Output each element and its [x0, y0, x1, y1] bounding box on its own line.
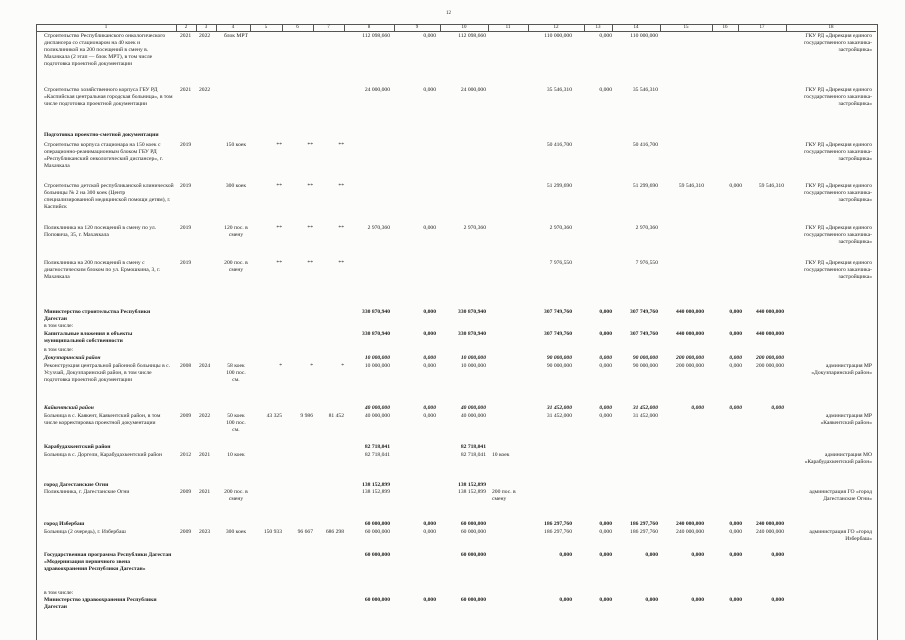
cell-c14: 2 970,360 — [635, 225, 658, 231]
cell-c9: 0,000 — [423, 413, 436, 419]
cell-c12: 307 749,760 — [544, 309, 572, 315]
cell-c8: 138 152,899 — [362, 489, 390, 495]
cell-c13: 0,000 — [599, 413, 612, 419]
cell-c2: 2019 — [180, 260, 192, 266]
cell-c2: 2008 — [180, 363, 192, 369]
row-name: Больница в с. Каякент, Каякентский район, в том числе корректировка проектной документации — [44, 413, 161, 426]
cell-c13: 0,000 — [599, 597, 612, 603]
cell-c6: ** — [307, 183, 313, 189]
column-number: 3 — [204, 25, 208, 30]
cell-c10: 40 000,000 — [460, 413, 486, 419]
cell-c14: 35 546,310 — [632, 87, 658, 93]
cell-c5: 150 933 — [263, 529, 282, 535]
column-separator — [528, 24, 529, 32]
column-number: 2 — [184, 25, 188, 30]
cell-c8: 60 000,000 — [364, 552, 390, 558]
cell-c4: 300 коек — [225, 529, 247, 535]
cell-c3: 2023 — [199, 529, 211, 535]
cell-c16: 0,000 — [729, 309, 742, 315]
cell-c13: 0,000 — [599, 309, 612, 315]
cell-c13: 0,000 — [599, 529, 612, 535]
row-name: в том числе: — [44, 590, 74, 596]
row-name: Больница (2 очередь), г. Избербаш — [44, 529, 126, 535]
cell-c12: 0,000 — [559, 597, 572, 603]
column-number: 17 — [759, 25, 765, 30]
row-name: Поликлиника на 200 посещений в смену с диагностическим блоком по ул. Ермошкина, 3, г. Махачкала — [44, 260, 161, 280]
cell-c17: 0,000 — [771, 552, 784, 558]
cell-c18: администрация МО «Карабудахкентский район» — [804, 452, 872, 465]
cell-c2: 2009 — [180, 413, 192, 419]
cell-c7: ** — [338, 183, 344, 189]
column-separator — [250, 24, 251, 32]
column-separator — [488, 24, 489, 32]
cell-c17: 0,000 — [771, 405, 784, 411]
cell-c8: 60 000,000 — [364, 529, 390, 535]
row-name: Подготовка проектно-сметной документации — [44, 132, 159, 138]
cell-c10: 330 870,940 — [458, 309, 486, 315]
cell-c15: 440 000,000 — [676, 331, 704, 337]
cell-c14: 307 749,760 — [630, 309, 658, 315]
cell-c2: 2021 — [180, 33, 192, 39]
cell-c5: * — [279, 363, 282, 369]
cell-c2: 2009 — [180, 489, 192, 495]
cell-c18: ГКУ РД «Дирекция единого государственного заказчика-застройщика» — [804, 225, 872, 245]
cell-c6: * — [310, 363, 313, 369]
cell-c15: 0,000 — [691, 597, 704, 603]
cell-c8: 10 000,000 — [364, 355, 390, 361]
cell-c13: 0,000 — [599, 87, 612, 93]
cell-c12: 90 000,000 — [546, 363, 572, 369]
cell-c14: 307 749,760 — [630, 331, 658, 337]
cell-c13: 0,000 — [599, 331, 612, 337]
cell-c18: ГКУ РД «Дирекция единого государственного заказчика-застройщика» — [804, 183, 872, 203]
cell-c10: 330 870,940 — [458, 331, 486, 337]
cell-c16: 0,000 — [729, 597, 742, 603]
header-divider — [36, 31, 876, 32]
cell-c9: 0,000 — [423, 363, 436, 369]
cell-c5: ** — [276, 142, 282, 148]
cell-c6: ** — [307, 260, 313, 266]
cell-c8: 82 718,041 — [364, 444, 390, 450]
cell-c11: 200 пос. в смену — [492, 489, 516, 502]
cell-c14: 186 297,760 — [630, 529, 658, 535]
column-separator — [440, 24, 441, 32]
cell-c9: 0,000 — [423, 597, 436, 603]
cell-c13: 0,000 — [599, 363, 612, 369]
cell-c3: 2021 — [199, 452, 211, 458]
cell-c13: 0,000 — [599, 552, 612, 558]
cell-c8: 2 970,360 — [367, 225, 390, 231]
cell-c9: 0,000 — [423, 355, 436, 361]
column-separator — [738, 24, 739, 32]
cell-c15: 200 000,000 — [676, 363, 704, 369]
cell-c13: 0,000 — [599, 33, 612, 39]
cell-c12: 110 000,000 — [544, 33, 572, 39]
row-name: Кайкентский район — [44, 405, 94, 411]
cell-c16: 0,000 — [729, 405, 742, 411]
cell-c12: 307 749,760 — [544, 331, 572, 337]
cell-c18: администрация ГО «город Дагестанские Огни» — [809, 489, 872, 502]
column-separator — [786, 24, 787, 32]
cell-c17: 200 000,000 — [756, 355, 784, 361]
cell-c12: 50 416,700 — [546, 142, 572, 148]
page-number: 12 — [446, 11, 451, 16]
cell-c18: администрация ГО «город Избербаш» — [809, 529, 872, 542]
cell-c9: 0,000 — [423, 405, 436, 411]
column-separator — [282, 24, 283, 32]
cell-c16: 0,000 — [729, 529, 742, 535]
column-number: 7 — [327, 25, 330, 30]
row-name: Строительство детской республиканской клинической больницы № 2 на 300 коек (Центр специализированной медицинской помощи детям), г. Каспийск — [44, 183, 174, 210]
cell-c2: 2019 — [180, 183, 192, 189]
cell-c15: 59 546,310 — [678, 183, 704, 189]
cell-c3: 2022 — [199, 87, 211, 93]
cell-c15: 0,000 — [691, 405, 704, 411]
cell-c5: ** — [276, 183, 282, 189]
column-number: 16 — [722, 25, 728, 30]
row-name: Строительство Республиканского онкологического диспансера со стационаром на 40 коек и поликлиникой на 200 посещений в смену в. Махачкала (2 этап — блок МРТ), в том числе подготовка проектной документации — [44, 33, 166, 67]
cell-c8: 10 000,000 — [364, 363, 390, 369]
column-separator — [660, 24, 661, 32]
row-name: город Избербаш — [44, 521, 85, 527]
cell-c13: 0,000 — [599, 521, 612, 527]
column-number: 14 — [633, 25, 639, 30]
cell-c15: 0,000 — [691, 552, 704, 558]
cell-c2: 2009 — [180, 529, 192, 535]
cell-c2: 2012 — [180, 452, 192, 458]
column-separator — [584, 24, 585, 32]
cell-c12: 2 970,360 — [549, 225, 572, 231]
cell-c13: 0,000 — [599, 355, 612, 361]
cell-c15: 440 000,000 — [676, 309, 704, 315]
column-number: 15 — [683, 25, 689, 30]
row-name: город Дагестанские Огни — [44, 482, 109, 488]
cell-c6: ** — [307, 225, 313, 231]
cell-c5: ** — [276, 260, 282, 266]
cell-c17: 59 546,310 — [758, 183, 784, 189]
cell-c12: 51 299,690 — [546, 183, 572, 189]
cell-c2: 2019 — [180, 142, 192, 148]
cell-c9: 0,000 — [423, 309, 436, 315]
row-name: Карабудахкентский район — [44, 444, 111, 450]
cell-c5: ** — [276, 225, 282, 231]
cell-c18: ГКУ РД «Дирекция единого государственного заказчика-застройщика» — [804, 142, 872, 162]
cell-c17: 200 000,000 — [756, 363, 784, 369]
cell-c18: администрация МР «Каякентский район» — [820, 413, 872, 426]
cell-c4: 300 коек — [225, 183, 247, 189]
cell-c7: ** — [338, 260, 344, 266]
cell-c9: 0,000 — [423, 33, 436, 39]
cell-c14: 7 976,550 — [635, 260, 658, 266]
cell-c8: 40 000,000 — [364, 413, 390, 419]
cell-c7: ** — [338, 225, 344, 231]
cell-c14: 186 297,760 — [630, 521, 658, 527]
cell-c14: 50 416,700 — [632, 142, 658, 148]
row-name: Строительство хозяйственного корпуса ГБУ РД «Каспийская центральная городская больница», в том числе подготовка проектной документации — [44, 87, 173, 107]
column-number: 4 — [231, 25, 235, 30]
cell-c2: 2019 — [180, 225, 192, 231]
column-number: 5 — [264, 25, 268, 30]
cell-c4: 120 пос. в смену — [224, 225, 248, 238]
cell-c12: 0,000 — [559, 552, 572, 558]
cell-c8: 330 870,940 — [362, 331, 390, 337]
column-separator — [612, 24, 613, 32]
column-number: 8 — [367, 25, 371, 30]
cell-c3: 2021 — [199, 489, 211, 495]
column-number: 1 — [104, 25, 108, 30]
cell-c7: ** — [338, 142, 344, 148]
cell-c16: 0,000 — [729, 552, 742, 558]
cell-c5: 43 325 — [266, 413, 282, 419]
cell-c17: 440 000,000 — [756, 331, 784, 337]
cell-c10: 60 000,000 — [460, 597, 486, 603]
row-name: Министерство здравоохранения Республики Дагестан — [44, 597, 157, 610]
cell-c7: * — [341, 363, 344, 369]
column-number: 10 — [461, 25, 467, 30]
cell-c10: 2 970,360 — [463, 225, 486, 231]
cell-c8: 112 098,660 — [362, 33, 390, 39]
cell-c10: 112 098,660 — [458, 33, 486, 39]
cell-c14: 110 000,000 — [630, 33, 658, 39]
column-number: 13 — [595, 25, 601, 30]
cell-c3: 2022 — [199, 33, 211, 39]
cell-c16: 0,000 — [729, 521, 742, 527]
row-name: Поликлиника, г. Дагестанские Огни — [44, 489, 130, 495]
row-name: Министерство строительства Республики Дагестан — [44, 309, 151, 322]
cell-c7: 81 452 — [328, 413, 344, 419]
cell-c18: ГКУ РД «Дирекция единого государственного заказчика-застройщика» — [804, 33, 872, 53]
column-separator — [712, 24, 713, 32]
cell-c4: 200 пос. в смену — [224, 489, 248, 502]
cell-c8: 82 718,041 — [364, 452, 390, 458]
cell-c4: 10 коек — [227, 452, 245, 458]
cell-c12: 7 976,550 — [549, 260, 572, 266]
cell-c15: 240 000,000 — [676, 521, 704, 527]
cell-c8: 60 000,000 — [364, 521, 390, 527]
cell-c9: 0,000 — [423, 225, 436, 231]
cell-c2: 2021 — [180, 87, 192, 93]
row-name: Реконструкция центральной районной больницы в с. Усухчай, Докузпаринский район, в том числе подготовка проектной документации — [44, 363, 170, 383]
cell-c12: 186 297,760 — [544, 521, 572, 527]
cell-c10: 82 718,041 — [460, 444, 486, 450]
cell-c8: 60 000,000 — [364, 597, 390, 603]
row-name: Государственная программа Республики Дагестан «Модернизация первичного звена здравоохранения Республики Дагестан» — [44, 552, 172, 572]
cell-c14: 31 452,000 — [632, 405, 658, 411]
column-separator — [313, 24, 314, 32]
cell-c6: ** — [307, 142, 313, 148]
cell-c8: 40 000,000 — [364, 405, 390, 411]
cell-c12: 35 546,310 — [546, 87, 572, 93]
cell-c16: 0,000 — [729, 331, 742, 337]
cell-c15: 200 000,000 — [676, 355, 704, 361]
row-name: Больница в с. Доргели, Карабудахкентский район — [44, 452, 162, 458]
cell-c18: ГКУ РД «Дирекция единого государственного заказчика-застройщика» — [804, 260, 872, 280]
cell-c10: 60 000,000 — [460, 529, 486, 535]
cell-c12: 31 452,000 — [546, 413, 572, 419]
column-number: 12 — [553, 25, 559, 30]
cell-c3: 2024 — [199, 363, 211, 369]
cell-c8: 138 152,899 — [362, 482, 390, 488]
column-number: 9 — [415, 25, 419, 30]
cell-c12: 31 452,000 — [546, 405, 572, 411]
row-name: в том числе: — [44, 347, 74, 353]
cell-c10: 60 000,000 — [460, 521, 486, 527]
cell-c10: 138 152,899 — [458, 482, 486, 488]
cell-c14: 51 299,690 — [632, 183, 658, 189]
cell-c10: 10 000,000 — [460, 363, 486, 369]
cell-c4: 58 коек 100 пос. см. — [226, 363, 246, 383]
row-name: Капитальные вложения в объекты муниципальной собственности — [44, 331, 133, 344]
column-separator — [344, 24, 345, 32]
column-number: 18 — [828, 25, 834, 30]
cell-c8: 330 870,940 — [362, 309, 390, 315]
cell-c14: 0,000 — [645, 597, 658, 603]
cell-c17: 240 000,000 — [756, 521, 784, 527]
cell-c10: 82 718,041 — [460, 452, 486, 458]
cell-c16: 0,000 — [729, 355, 742, 361]
cell-c6: 9 986 — [300, 413, 313, 419]
cell-c6: 96 667 — [297, 529, 313, 535]
cell-c11: 10 коек — [492, 452, 510, 458]
cell-c10: 138 152,899 — [458, 489, 486, 495]
cell-c12: 186 297,760 — [544, 529, 572, 535]
column-number: 11 — [505, 25, 511, 30]
cell-c4: блок МРТ — [224, 33, 248, 39]
cell-c18: администрация МР «Докузпаринский район» — [811, 363, 872, 376]
cell-c15: 240 000,000 — [676, 529, 704, 535]
column-number: 6 — [296, 25, 299, 30]
cell-c14: 31 452,000 — [632, 413, 658, 419]
cell-c10: 40 000,000 — [460, 405, 486, 411]
cell-c17: 0,000 — [771, 597, 784, 603]
cell-c7: 686 298 — [325, 529, 344, 535]
column-separator — [394, 24, 395, 32]
cell-c9: 0,000 — [423, 521, 436, 527]
cell-c9: 0,000 — [423, 529, 436, 535]
row-name: Поликлиника на 120 посещений в смену по ул. Поповича, 35, г. Махачкала — [44, 225, 157, 238]
cell-c17: 240 000,000 — [756, 529, 784, 535]
cell-c10: 24 000,000 — [460, 87, 486, 93]
cell-c4: 200 пос. в смену — [224, 260, 248, 273]
cell-c14: 0,000 — [645, 552, 658, 558]
cell-c3: 2022 — [199, 413, 211, 419]
cell-c16: 0,000 — [729, 183, 742, 189]
row-name: Строительство корпуса стационара на 150 коек с операционно-реанимационным блоком ГБУ РД «Республиканский онкологический диспансер», г. Махачкала — [44, 142, 163, 169]
cell-c18: ГКУ РД «Дирекция единого государственного заказчика-застройщика» — [804, 87, 872, 107]
row-name: в том числе: — [44, 323, 74, 329]
cell-c4: 50 коек 100 пос. см. — [226, 413, 246, 433]
cell-c16: 0,000 — [729, 363, 742, 369]
cell-c4: 150 коек — [225, 142, 247, 148]
row-name: Докузпаринский район — [44, 355, 101, 361]
cell-c8: 24 000,000 — [364, 87, 390, 93]
cell-c14: 90 000,000 — [632, 355, 658, 361]
cell-c14: 90 000,000 — [632, 363, 658, 369]
cell-c12: 90 000,000 — [546, 355, 572, 361]
cell-c13: 0,000 — [599, 405, 612, 411]
cell-c9: 0,000 — [423, 331, 436, 337]
cell-c17: 440 000,000 — [756, 309, 784, 315]
cell-c9: 0,000 — [423, 87, 436, 93]
column-separator — [216, 24, 217, 32]
cell-c10: 60 000,000 — [460, 552, 486, 558]
cell-c10: 10 000,000 — [460, 355, 486, 361]
